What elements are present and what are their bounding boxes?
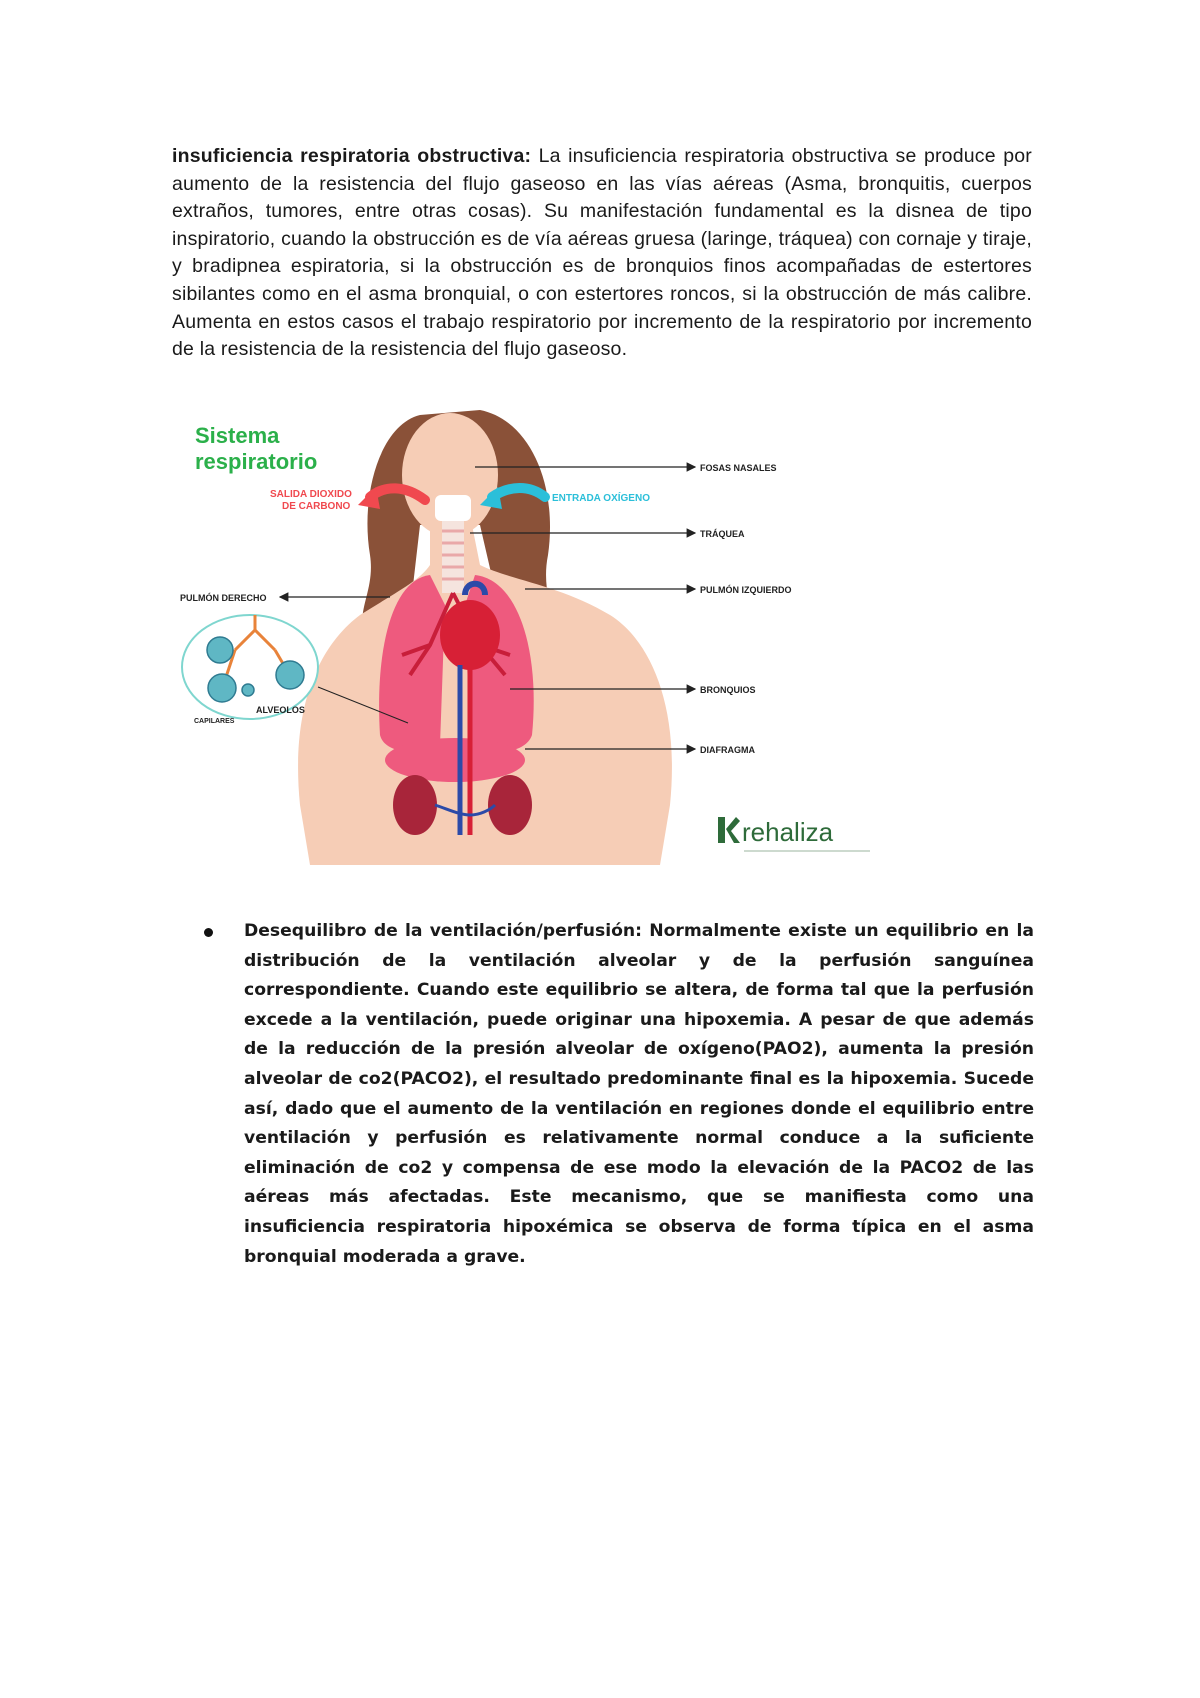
logo-text: rehaliza	[742, 817, 834, 847]
label-traquea: TRÁQUEA	[700, 529, 745, 539]
heart-shape	[440, 600, 500, 670]
figure-title-line1: Sistema	[195, 423, 280, 448]
label-entrada: ENTRADA OXÍGENO	[552, 493, 650, 504]
label-salida-line2: DE CARBONO	[282, 501, 351, 512]
diaphragm-shape	[385, 738, 525, 782]
label-capilares: CAPILARES	[194, 718, 235, 725]
paragraph-lead: insuficiencia respiratoria obstructiva:	[172, 145, 532, 167]
label-diafragma: DIAFRAGMA	[700, 745, 755, 755]
trachea-shape	[442, 521, 464, 593]
larynx-shape	[435, 495, 471, 521]
rehaliza-logo	[718, 817, 870, 851]
label-pulmon-derecho: PULMÓN DERECHO	[180, 593, 267, 603]
alveoli-inset	[182, 615, 318, 719]
respiratory-system-illustration	[180, 405, 920, 865]
bullet-marker	[204, 928, 213, 937]
label-salida-line1: SALIDA DIOXIDO	[270, 489, 352, 500]
right-kidney-shape	[393, 775, 437, 835]
label-fosas-nasales: FOSAS NASALES	[700, 463, 777, 473]
bullet-item-ventilacion-perfusion: Desequilibro de la ventilación/perfusión: Normalmente existe un equilibrio en la distribución de la ventilación alveolar y de la perfusión sanguínea correspondiente. Cuando este equilibrio se altera, de forma tal que la perfusión excede a la ventilación, puede originar una hipoxemia. A pesar de que además de la reducción de la presión alveolar de oxígeno(PAO2), aumenta la presión alveolar de co2(PACO2), el resultado predominante final es la hipoxemia. Sucede así, dado que el aumento de la ventilación en regiones donde el equilibrio entre ventilación y perfusión es relativamente normal conduce a la suficiente eliminación de co2 y compensa de ese modo la elevación de la PACO2 de las aéreas más afectadas. Este mecanismo, que se manifiesta como una insuficiencia respiratoria hipoxémica se observa de forma típica en el asma bronquial moderada a grave.	[244, 921, 1034, 1267]
paragraph-insuficiencia-obstructiva	[172, 143, 1032, 364]
paragraph-body: La insuficiencia respiratoria obstructiva se produce por aumento de la resistencia del flujo gaseoso en las vías aéreas (Asma, bronquitis, cuerpos extraños, tumores, entre otras cosas). Su manifestación fundamental es la disnea de tipo inspiratorio, cuando la obstrucción es de vía aéreas gruesa (laringe, tráquea) con cornaje y tiraje, y bradipnea espiratoria, si la obstrucción es de bronquios finos acompañadas de estertores sibilantes como en el asma bronquial, o con estertores roncos, si la obstrucción de más calibre. Aumenta en estos casos el trabajo respiratorio por incremento de la respiratorio por incremento de la resistencia de la resistencia del flujo gaseoso.	[172, 145, 1032, 361]
label-bronquios: BRONQUIOS	[700, 685, 756, 695]
label-alveolos: ALVEOLOS	[256, 705, 305, 715]
label-pulmon-izquierdo: PULMÓN IZQUIERDO	[700, 585, 792, 595]
figure-title-line2: respiratorio	[195, 449, 318, 474]
